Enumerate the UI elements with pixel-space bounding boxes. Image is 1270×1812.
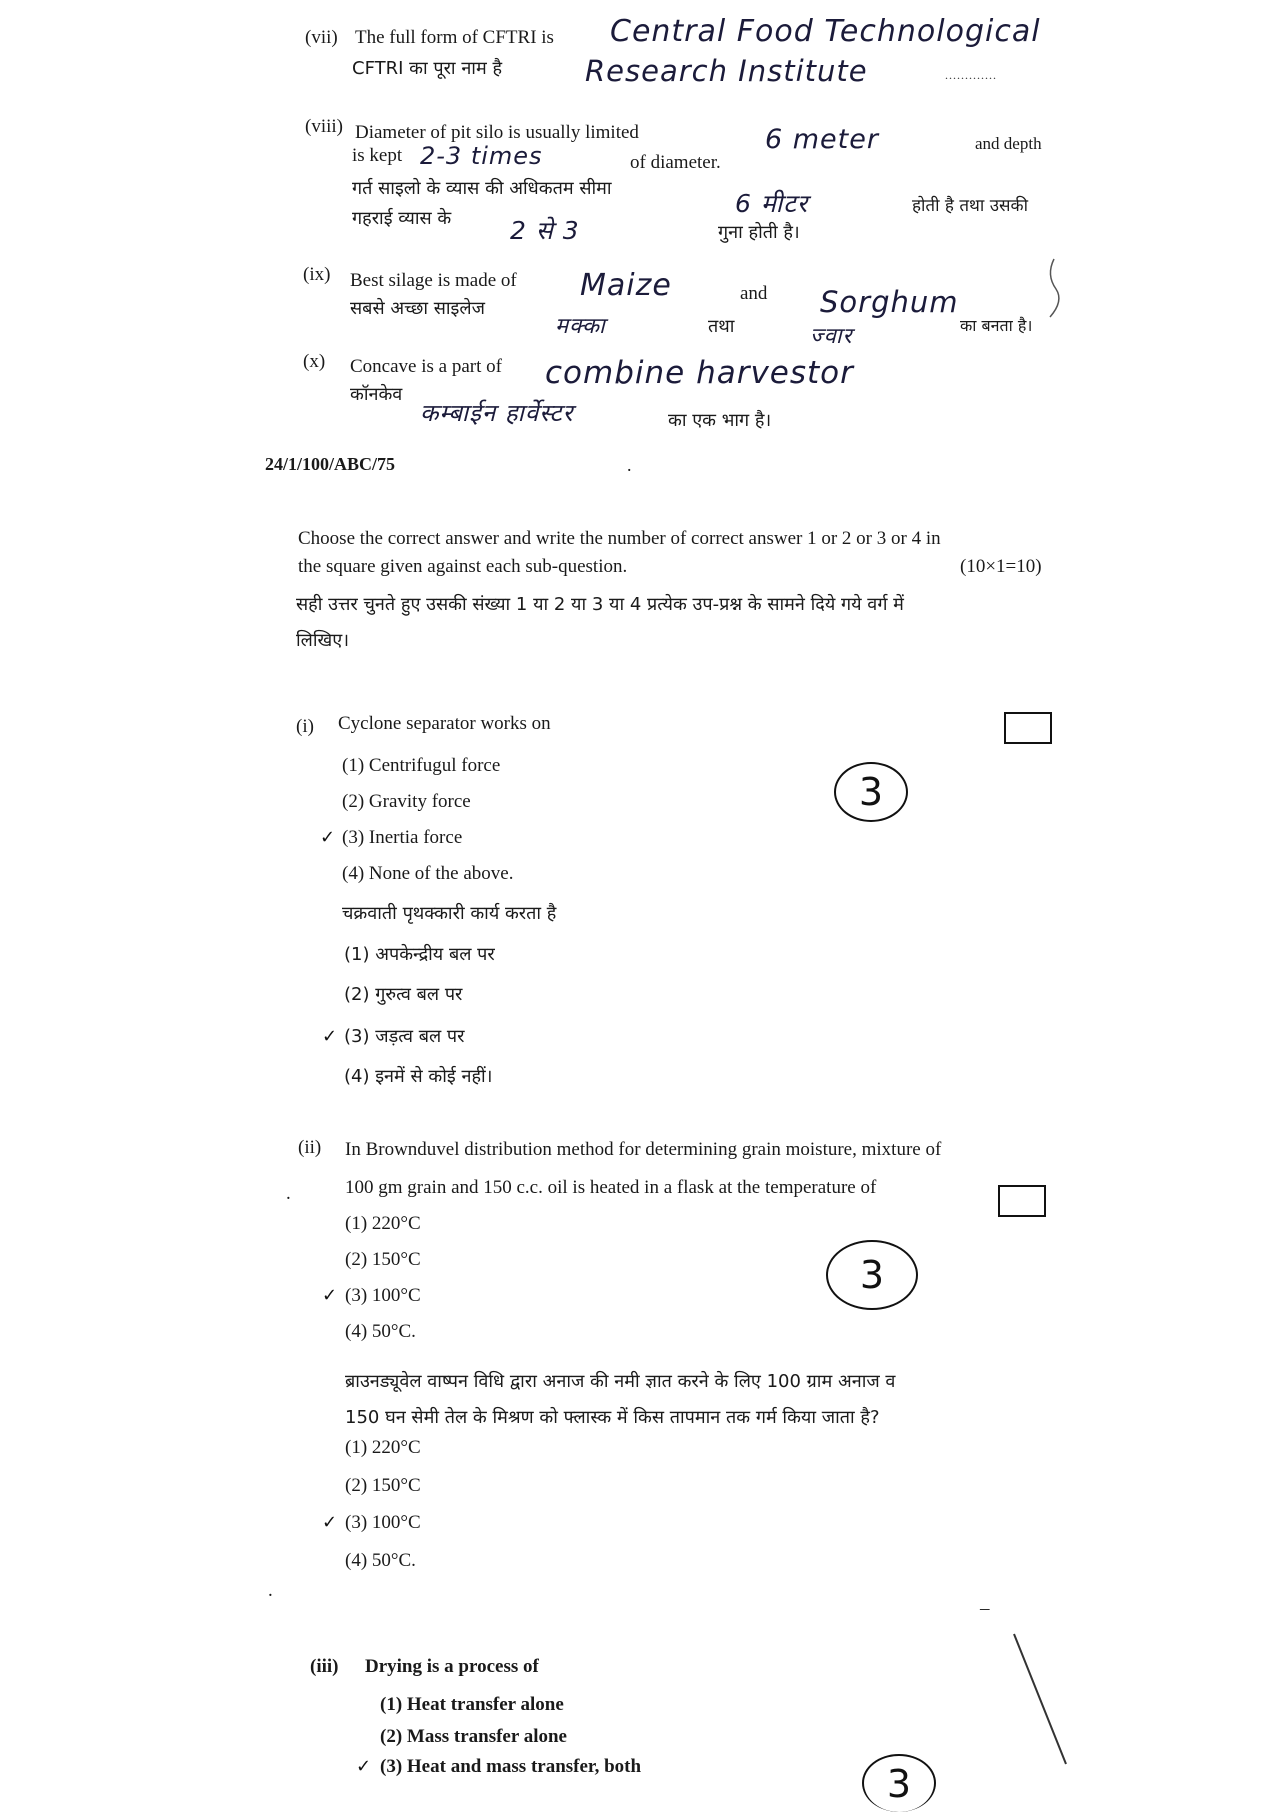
q-ii-hindi-line1: ब्राउनड्यूवेल वाष्पन विधि द्वारा अनाज की नमी ज्ञात करने के लिए 100 ग्राम अनाज व — [345, 1371, 896, 1392]
q-ii-option-4: (4) 50°C. — [345, 1321, 416, 1342]
q-i-option-3: (3) Inertia force — [342, 827, 463, 848]
q-i-answer-box[interactable] — [1004, 712, 1052, 744]
pen-stroke — [1010, 1630, 1070, 1770]
q-ix-hindi-text: सबसे अच्छा साइलेज — [350, 298, 485, 319]
q-ix-hindi-suffix: का बनता है। — [960, 316, 1033, 335]
q-ii-hindi-option-2: (2) 150°C — [345, 1475, 421, 1496]
q-viii-hindi-line1-suffix: होती है तथा उसकी — [912, 196, 1028, 216]
pen-mark-top — [1040, 255, 1070, 325]
q-ii-answer-box[interactable] — [998, 1185, 1046, 1217]
q-iii-label: (iii) — [310, 1656, 339, 1677]
q-ii-option-3: (3) 100°C — [345, 1285, 421, 1306]
q-ii-label: (ii) — [298, 1137, 322, 1158]
page-code: 24/1/100/ABC/75 — [265, 454, 396, 474]
q-x-answer: combine harvestor — [545, 355, 854, 391]
q-viii-text-depth: and depth — [975, 134, 1042, 153]
q-ix-answer1: Maize — [580, 268, 672, 303]
q-vii-text: The full form of CFTRI is — [355, 27, 554, 48]
q-i-label: (i) — [296, 716, 314, 737]
q-ii-hindi-line2: 150 घन सेमी तेल के मिश्रण को फ्लास्क में किस तापमान तक गर्म किया जाता है? — [345, 1407, 880, 1428]
q-ii-question-line2: 100 gm grain and 150 c.c. oil is heated in a flask at the temperature of — [345, 1177, 877, 1198]
instruction-hindi-line2: लिखिए। — [296, 630, 350, 651]
q-viii-hindi-line2-suffix: गुना होती है। — [718, 222, 800, 243]
q-ii-option-1: (1) 220°C — [345, 1213, 421, 1234]
q-viii-hindi-line2: गहराई व्यास के — [352, 208, 452, 229]
q-x-text: Concave is a part of — [350, 356, 502, 377]
q-i-hindi-check-mark: ✓ — [322, 1026, 338, 1047]
q-iii-option-3: (3) Heat and mass transfer, both — [380, 1756, 642, 1777]
q-i-check-mark: ✓ — [320, 827, 336, 848]
instruction-hindi-line1: सही उत्तर चुनते हुए उसकी संख्या 1 या 2 या 3 या 4 प्रत्येक उप-प्रश्न के सामने दिये गये वर्ग में — [296, 594, 904, 615]
q-vii-dotline: ............. — [945, 68, 997, 82]
q-ii-hindi-option-3: (3) 100°C — [345, 1512, 421, 1533]
bullet-dot: . — [286, 1183, 291, 1204]
q-viii-text-line2: is kept — [352, 145, 403, 166]
q-viii-answer-times: 2-3 times — [420, 142, 543, 170]
q-ii-question-line1: In Brownduvel distribution method for determining grain moisture, mixture of — [345, 1139, 942, 1160]
q-i-hindi-question: चक्रवाती पृथक्कारी कार्य करता है — [342, 903, 557, 924]
q-i-option-1: (1) Centrifugul force — [342, 755, 501, 776]
q-ix-hindi-answer2: ज्वार — [810, 324, 853, 349]
q-ii-hindi-option-4: (4) 50°C. — [345, 1550, 416, 1571]
q-i-hindi-option-4: (4) इनमें से कोई नहीं। — [344, 1066, 493, 1087]
q-x-hindi-text: कॉनकेव — [350, 384, 403, 405]
q-iii-answer-circle: 3 — [862, 1754, 936, 1812]
q-x-hindi-suffix: का एक भाग है। — [668, 410, 772, 431]
q-ix-answer2: Sorghum — [820, 285, 959, 319]
q-x-label: (x) — [303, 351, 326, 372]
q-iii-question: Drying is a process of — [365, 1656, 539, 1677]
q-iii-option-2: (2) Mass transfer alone — [380, 1726, 567, 1747]
q-ix-hindi-answer1: मक्का — [555, 314, 606, 339]
dash-mark: – — [980, 1598, 990, 1619]
q-vii-hindi-text: CFTRI का पूरा नाम है — [352, 58, 503, 79]
q-ix-text: Best silage is made of — [350, 270, 517, 291]
q-i-option-4: (4) None of the above. — [342, 863, 514, 884]
q-i-question: Cyclone separator works on — [338, 713, 551, 734]
q-viii-text: Diameter of pit silo is usually limited — [355, 122, 639, 143]
instruction-line1: Choose the correct answer and write the number of correct answer 1 or 2 or 3 or 4 in — [298, 528, 941, 549]
q-ix-and: and — [740, 283, 768, 304]
q-i-answer-circle: 3 — [834, 762, 908, 822]
q-iii-option-1: (1) Heat transfer alone — [380, 1694, 564, 1715]
q-i-hindi-option-2: (2) गुरुत्व बल पर — [344, 984, 463, 1005]
q-i-option-2: (2) Gravity force — [342, 791, 471, 812]
stray-mark: . — [268, 1580, 273, 1601]
q-ix-hindi-and: तथा — [708, 316, 735, 337]
dot-mark: . — [627, 455, 632, 475]
q-vii-answer-line2: Research Institute — [585, 54, 868, 88]
q-x-hindi-answer: कम्बाईन हार्वेस्टर — [420, 399, 574, 427]
q-viii-hindi-answer1: 6 मीटर — [735, 189, 809, 218]
q-ii-hindi-option-1: (1) 220°C — [345, 1437, 421, 1458]
q-viii-text-line2-suffix: of diameter. — [630, 152, 721, 173]
q-iii-check-mark: ✓ — [356, 1756, 372, 1777]
q-i-hindi-option-1: (1) अपकेन्द्रीय बल पर — [344, 944, 495, 965]
q-viii-label: (viii) — [305, 116, 343, 137]
q-ii-hindi-check-mark: ✓ — [322, 1512, 338, 1533]
instruction-line2: the square given against each sub-question. — [298, 556, 628, 577]
q-vii-answer-line1: Central Food Technological — [610, 14, 1041, 49]
q-ix-label: (ix) — [303, 264, 331, 285]
q-viii-hindi-line1: गर्त साइलो के व्यास की अधिकतम सीमा — [352, 178, 612, 199]
q-viii-answer-diameter: 6 meter — [765, 124, 879, 155]
q-ii-option-2: (2) 150°C — [345, 1249, 421, 1270]
q-viii-hindi-answer2: 2 से 3 — [510, 216, 580, 245]
q-vii-label: (vii) — [305, 27, 338, 48]
q-ii-answer-circle: 3 — [826, 1240, 918, 1310]
q-i-hindi-option-3: (3) जड़त्व बल पर — [344, 1026, 465, 1047]
instruction-marks: (10×1=10) — [960, 556, 1042, 577]
q-ii-check-mark: ✓ — [322, 1285, 338, 1306]
